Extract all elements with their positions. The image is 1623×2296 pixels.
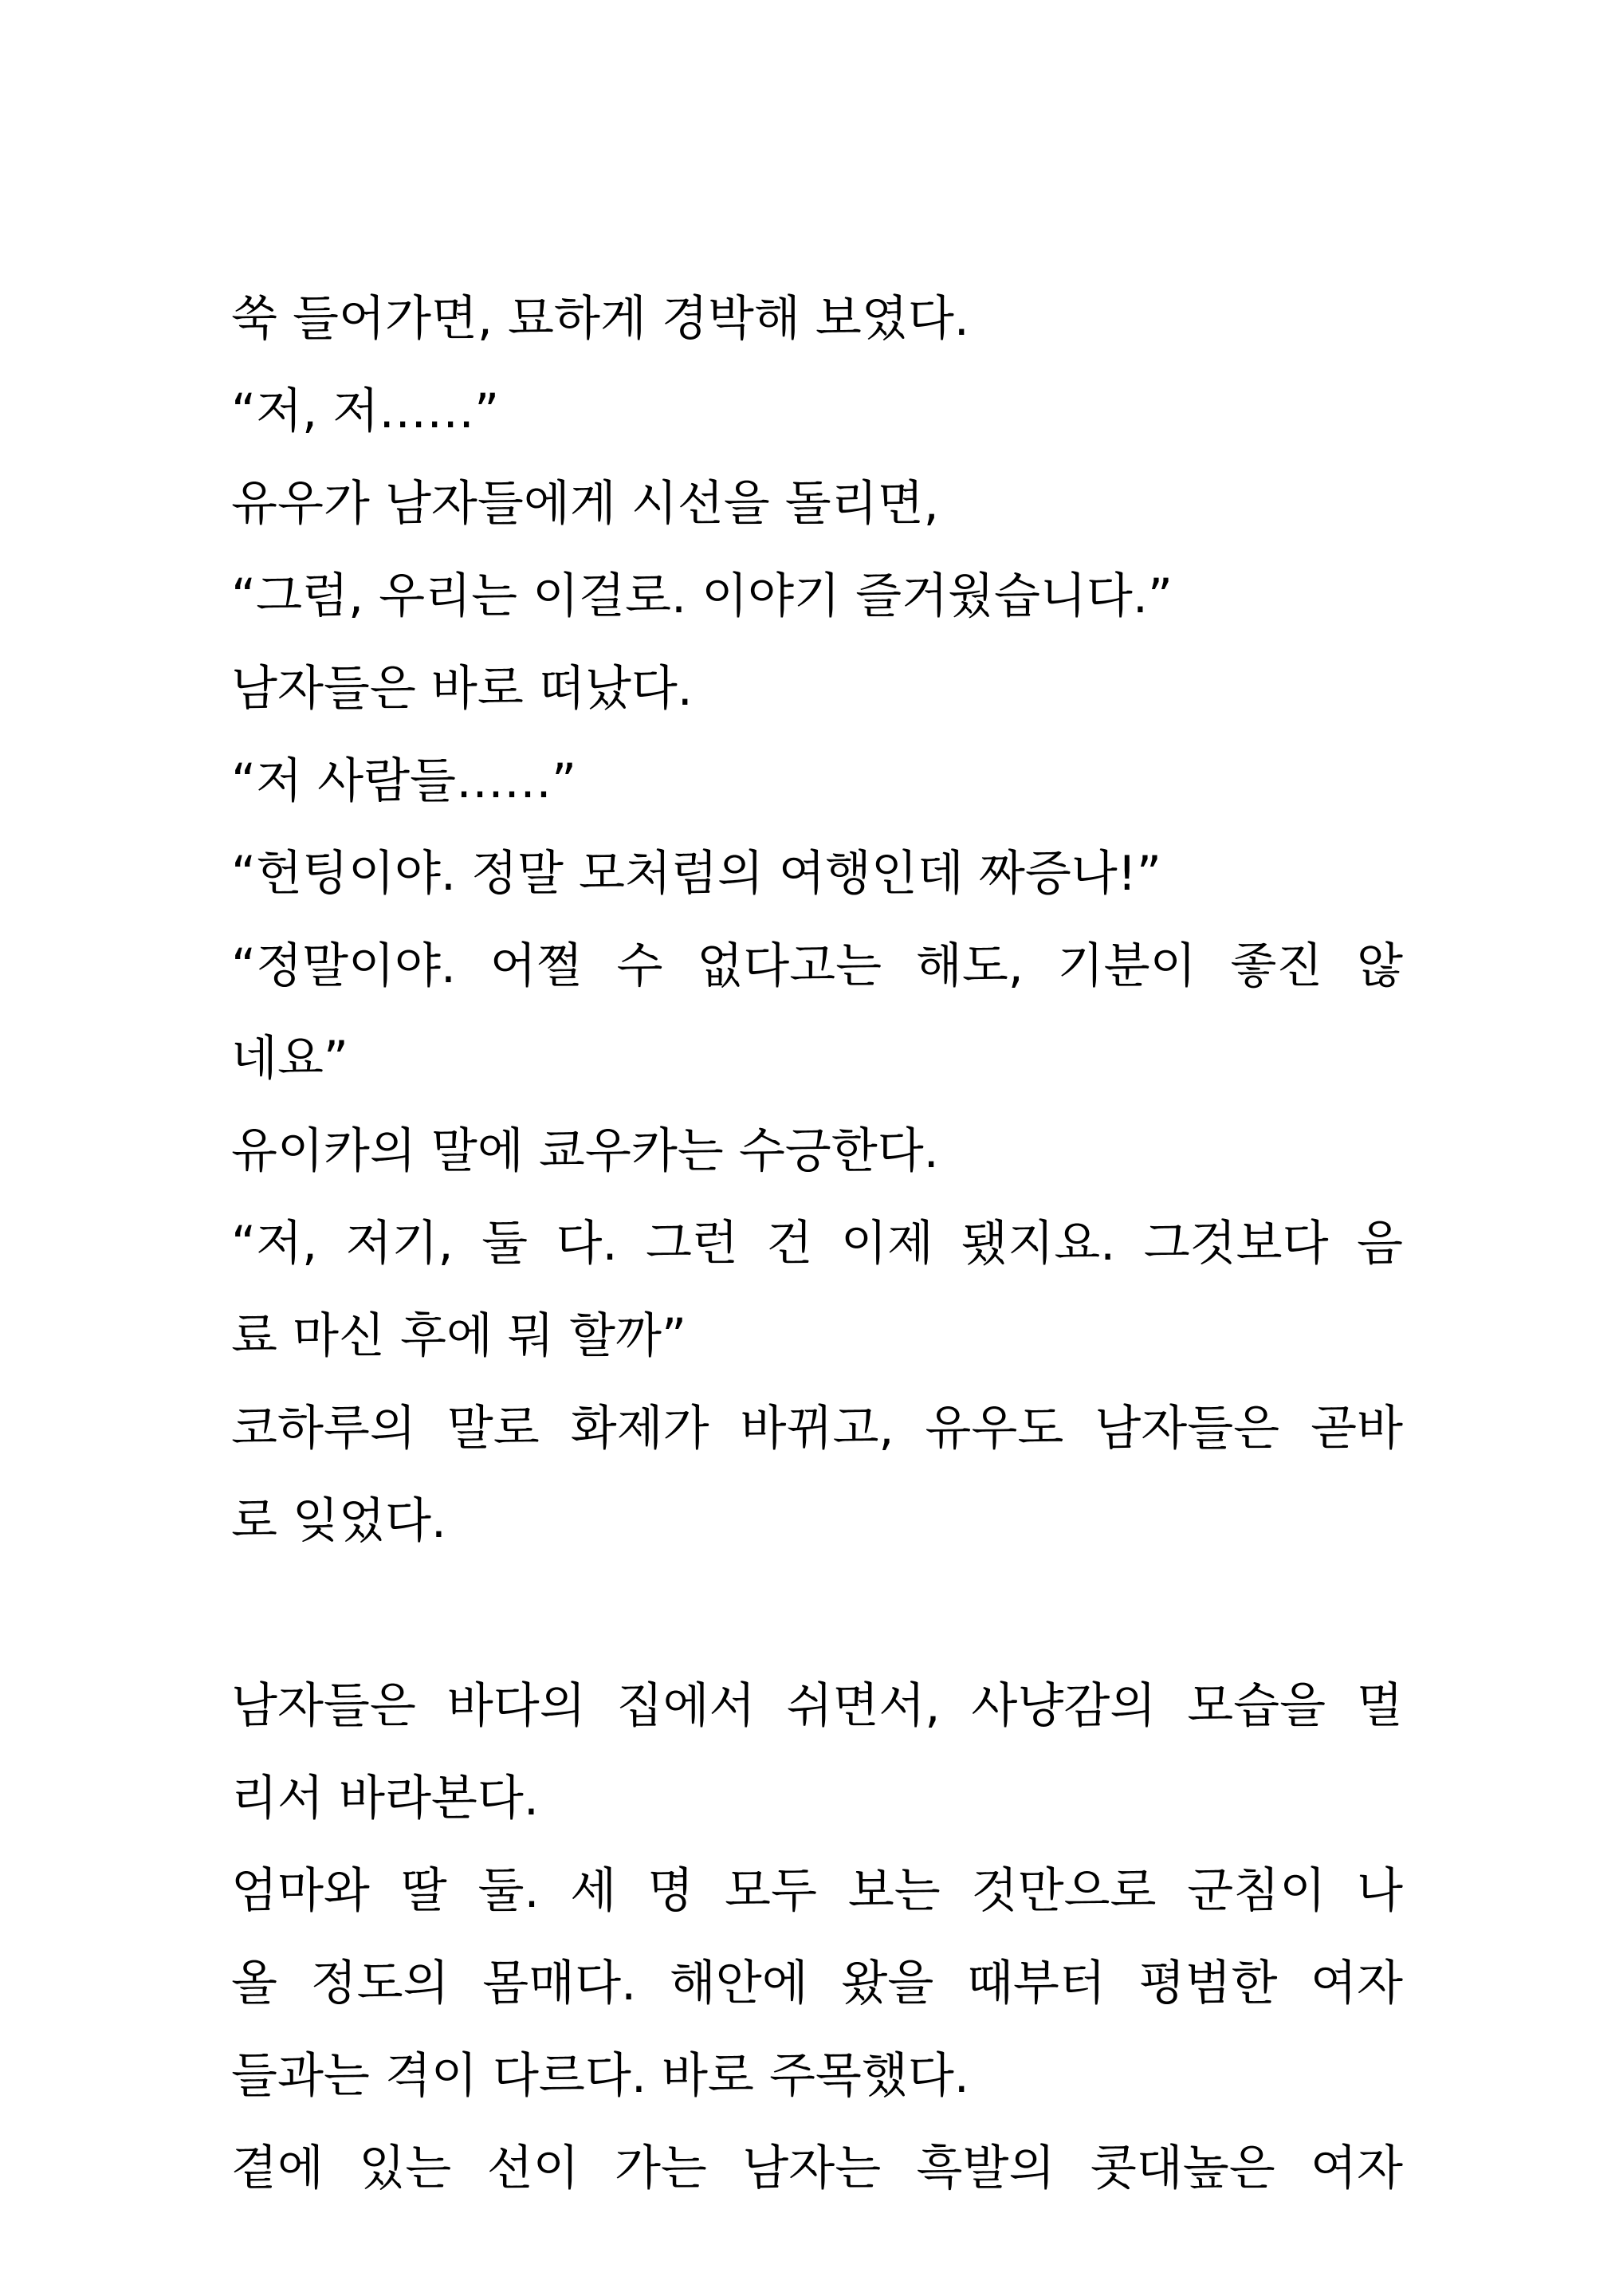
text-line: 쑥 들어가면, 묘하게 경박해 보였다.: [231, 291, 969, 347]
text-line: 료 마신 후에 뭐 할까”: [231, 1308, 687, 1364]
text-line: “저 사람들……”: [231, 753, 577, 809]
text-line: 들과는 격이 다르다. 바로 주목했다.: [231, 2048, 969, 2104]
text-line: “헌팅이야. 정말 모처럼의 여행인데 짜증나!”: [231, 846, 1161, 902]
text-line: 남자들은 바다의 집에서 쉬면서, 사냥감의 모습을 멀: [231, 1678, 1403, 1734]
text-line: 올 정도의 몸매다. 해안에 왔을 때부터 평범한 여자: [231, 1956, 1403, 2011]
text-line: “정말이야. 어쩔 수 없다고는 해도, 기분이 좋진 않: [231, 938, 1403, 994]
text-line: 리서 바라본다.: [231, 1771, 539, 1826]
text-line: “그럼, 우리는 이걸로. 이야기 즐거웠습니다.”: [231, 568, 1173, 624]
text-line: 유이카의 말에 쿄우카는 수긍한다.: [231, 1123, 939, 1179]
text-line: 곁에 있는 선이 가는 남자는 흑발의 콧대높은 여자: [231, 2141, 1403, 2196]
text-line: 엄마와 딸 둘. 세 명 모두 보는 것만으로 군침이 나: [231, 1863, 1403, 1919]
text-line: 로 잊었다.: [231, 1493, 446, 1549]
text-line: 네요”: [231, 1031, 349, 1087]
text-line: “저, 저기, 둘 다. 그런 건 이제 됐지요. 그것보다 음: [231, 1216, 1403, 1272]
text-line: 남자들은 바로 떠났다.: [231, 661, 693, 717]
body-text: [231, 273, 1403, 2215]
text-line: 코하루의 말로 화제가 바뀌고, 유우도 남자들은 곧바: [231, 1401, 1403, 1457]
text-line: “저, 저……”: [231, 383, 500, 439]
text-line: 유우가 남자들에게 시선을 돌리면,: [231, 476, 939, 532]
paragraph-break: [231, 1567, 1403, 1660]
